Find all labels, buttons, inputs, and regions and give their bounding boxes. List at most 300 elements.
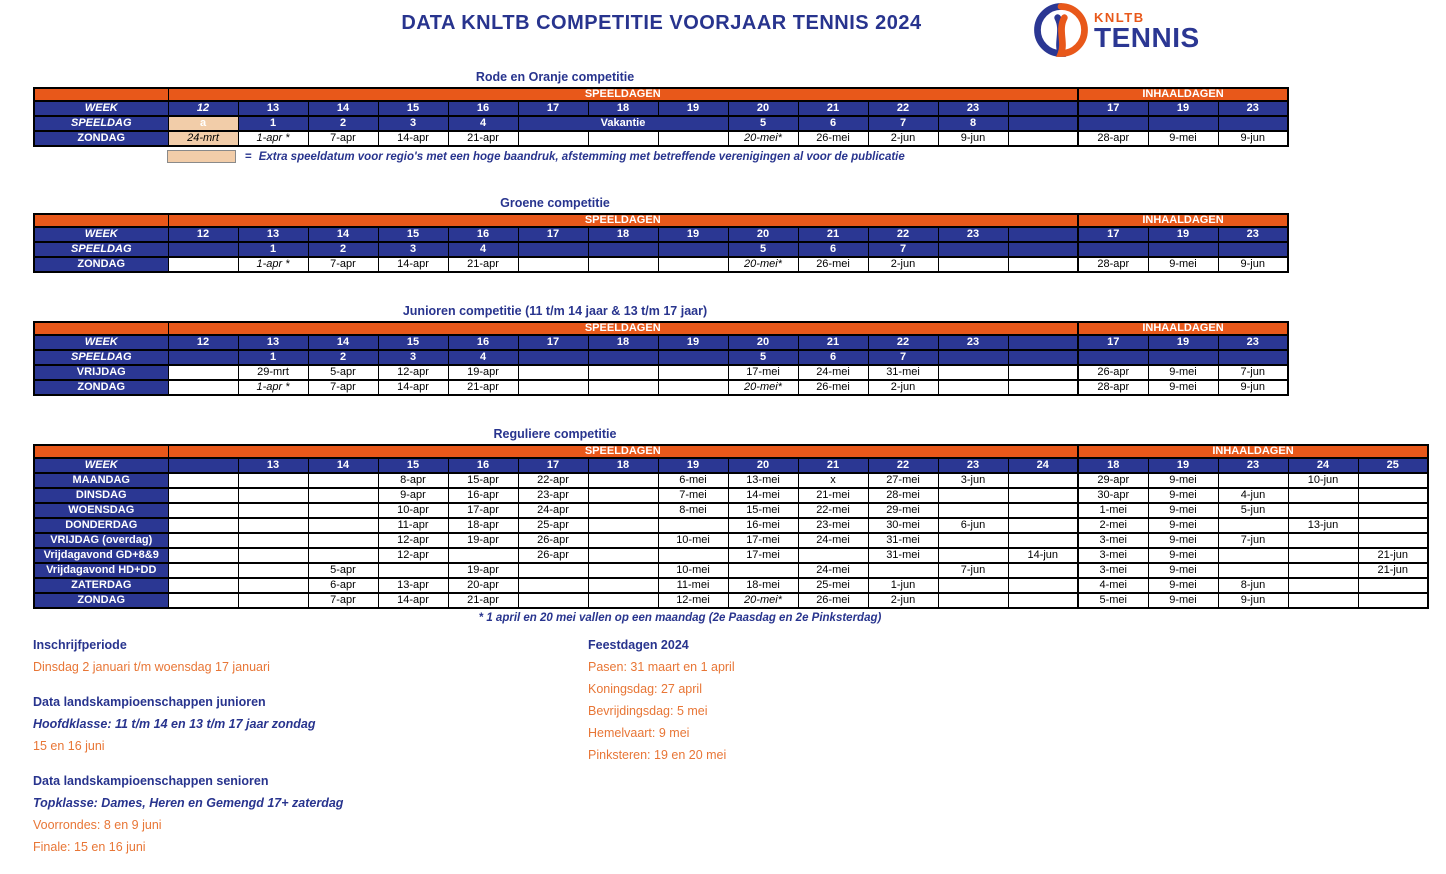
date-cell [1008,257,1078,272]
knltb-logo-icon [1032,2,1090,58]
date-cell [238,518,308,533]
week-cell: 22 [868,227,938,242]
week-cell: 23 [938,101,1008,116]
date-cell [1008,365,1078,380]
date-cell [658,548,728,563]
speeldag-cell: 7 [868,116,938,131]
day-row [34,548,1428,563]
speeldag-cell: 1 [238,116,308,131]
date-cell: 9-jun [938,131,1008,146]
inhaal-date-cell [1288,488,1358,503]
date-cell: 14-jun [1008,548,1078,563]
week-cell: 20 [728,335,798,350]
date-cell: 14-mei [728,488,798,503]
speeldag-cell [588,350,658,365]
date-cell [1008,131,1078,146]
date-cell [1008,488,1078,503]
week-cell: 14 [308,458,378,473]
date-cell: x [798,473,868,488]
date-cell: 20-mei* [728,593,798,608]
date-cell: 29-mei [868,503,938,518]
date-cell: 14-apr [378,593,448,608]
legend-text: Extra speeldatum voor regio's met een hoge baandruk, afstemming met betreffende verenigingen al voor de publicatie [258,150,905,163]
date-cell: 12-apr [378,365,448,380]
inhaal-date-cell: 5-jun [1218,503,1288,518]
date-cell: 7-apr [308,257,378,272]
week-cell: 22 [868,458,938,473]
header-row [34,214,1288,227]
inhaal-date-cell: 9-mei [1148,548,1218,563]
date-cell [308,533,378,548]
date-cell: 30-mei [868,518,938,533]
date-cell: 20-apr [448,578,518,593]
date-cell [658,518,728,533]
day-row [34,257,1288,272]
date-cell: 21-apr [448,257,518,272]
date-cell: 8-mei [658,503,728,518]
note-line: Hemelvaart: 9 mei [588,726,690,740]
week-row [34,458,1428,473]
date-cell [308,473,378,488]
inhaal-date-cell [1358,578,1428,593]
week-cell: 17 [518,101,588,116]
speeldag-cell: 4 [448,242,518,257]
date-cell: 19-apr [448,563,518,578]
date-cell [938,533,1008,548]
speeldag-row [34,116,1288,131]
date-cell [588,380,658,395]
week-cell: 16 [448,227,518,242]
date-cell: 26-mei [798,380,868,395]
inhaal-date-cell [1288,593,1358,608]
note-line: Pasen: 31 maart en 1 april [588,660,735,674]
inhaaldagen-header: INHAALDAGEN [1078,322,1288,335]
week-cell: 13 [238,458,308,473]
day-label: ZONDAG [34,257,168,272]
date-cell: 25-apr [518,518,588,533]
date-cell [1008,518,1078,533]
date-cell [938,365,1008,380]
day-label: DONDERDAG [34,518,168,533]
rode-oranje-table-host [33,87,1289,147]
note-heading: Data landskampioenschappen junioren [33,695,266,709]
date-cell: 10-apr [378,503,448,518]
speeldag-cell: 3 [378,350,448,365]
week-label: WEEK [34,101,168,116]
inhaal-date-cell: 30-apr [1078,488,1148,503]
week-cell: 23 [938,335,1008,350]
day-row [34,563,1428,578]
inhaal-date-cell [1218,473,1288,488]
week-cell: 16 [448,101,518,116]
section-gap [33,861,343,874]
week-cell: 18 [588,101,658,116]
date-cell: 1-apr * [238,257,308,272]
date-cell [168,578,238,593]
date-cell: 20-mei* [728,380,798,395]
inhaal-date-cell: 9-jun [1218,593,1288,608]
date-cell: 11-apr [378,518,448,533]
date-cell: 14-apr [378,257,448,272]
date-cell [588,533,658,548]
date-cell: 12-mei [658,593,728,608]
inhaal-date-cell [1358,503,1428,518]
day-row [34,593,1428,608]
date-cell: 7-jun [938,563,1008,578]
speeldag-cell: Vakantie [518,116,728,131]
date-cell: 15-mei [728,503,798,518]
date-cell [658,257,728,272]
inhaal-date-cell [1358,473,1428,488]
date-cell [518,593,588,608]
date-cell: 14-apr [378,380,448,395]
inhaal-date-cell: 9-jun [1218,131,1288,146]
schedule-table [33,87,1289,147]
inhaal-date-cell: 21-jun [1358,563,1428,578]
note-line: Topklasse: Dames, Heren en Gemengd 17+ zaterdag [33,796,344,810]
knltb-logo [1032,2,1200,58]
speeldag-cell [938,350,1008,365]
date-cell [588,257,658,272]
date-cell: 12-apr [378,548,448,563]
date-cell [658,365,728,380]
inhaal-date-cell: 9-mei [1148,563,1218,578]
date-cell [588,488,658,503]
note-line: Koningsdag: 27 april [588,682,702,696]
week-cell: 13 [238,335,308,350]
speeldagen-header: SPEELDAGEN [168,445,1078,458]
date-cell: 6-apr [308,578,378,593]
page-title: DATA KNLTB COMPETITIE VOORJAAR TENNIS 2024 [401,12,922,34]
inhaal-date-cell: 1-mei [1078,503,1148,518]
week-cell: 16 [448,458,518,473]
date-cell: 21-apr [448,380,518,395]
inhaal-date-cell: 9-jun [1218,380,1288,395]
date-cell: 23-mei [798,518,868,533]
date-cell [168,488,238,503]
week-label: WEEK [34,335,168,350]
week-cell: 15 [378,101,448,116]
date-cell: 18-mei [728,578,798,593]
inhaal-date-cell: 4-jun [1218,488,1288,503]
speeldag-cell: 1 [238,242,308,257]
inhaal-week-cell: 23 [1218,101,1288,116]
week-cell: 13 [238,101,308,116]
speeldag-inhaal-cell [1078,350,1148,365]
week-row [34,335,1288,350]
speeldag-cell: 2 [308,116,378,131]
date-cell: 19-apr [448,365,518,380]
week-cell: 14 [308,227,378,242]
speeldag-row [34,242,1288,257]
date-cell: 7-apr [308,131,378,146]
notes-right-column [588,637,735,782]
day-label: Vrijdagavond GD+8&9 [34,548,168,563]
date-cell: 26-mei [798,593,868,608]
date-cell: 20-mei* [728,131,798,146]
week-cell: 19 [658,101,728,116]
speeldag-cell [518,350,588,365]
inhaal-date-cell [1288,548,1358,563]
junioren-table-host [33,321,1289,396]
date-cell [238,488,308,503]
date-cell: 21-apr [448,593,518,608]
date-cell: 1-apr * [238,131,308,146]
inhaal-week-cell: 17 [1078,335,1148,350]
week-cell: 18 [588,227,658,242]
week-cell: 15 [378,335,448,350]
inhaal-date-cell: 28-apr [1078,380,1148,395]
week-cell: 19 [658,227,728,242]
date-cell [168,365,238,380]
inhaal-date-cell: 2-mei [1078,518,1148,533]
inhaal-date-cell: 8-jun [1218,578,1288,593]
date-cell: 28-mei [868,488,938,503]
date-cell: 7-apr [308,380,378,395]
date-cell: 11-mei [658,578,728,593]
date-cell: 1-jun [868,578,938,593]
day-label: ZONDAG [34,131,168,146]
date-cell [868,563,938,578]
inhaal-date-cell [1288,503,1358,518]
speeldag-inhaal-cell [1148,116,1218,131]
speeldag-cell: 5 [728,350,798,365]
logo-tennis-text: TENNIS [1094,21,1200,53]
speeldag-cell: 5 [728,242,798,257]
date-cell: 20-mei* [728,257,798,272]
corner-cell [34,445,168,458]
week-cell: 17 [518,335,588,350]
date-cell [588,518,658,533]
date-cell [1008,503,1078,518]
day-label: MAANDAG [34,473,168,488]
inhaal-week-cell: 23 [1218,227,1288,242]
week-cell: 17 [518,227,588,242]
week-row [34,227,1288,242]
date-cell: 7-apr [308,593,378,608]
date-cell [308,518,378,533]
week-cell: 22 [868,335,938,350]
date-cell [448,548,518,563]
date-cell [588,131,658,146]
week-cell: 24 [1008,458,1078,473]
date-cell: 25-mei [798,578,868,593]
speeldag-cell [938,242,1008,257]
date-cell [1008,473,1078,488]
date-cell: 24-mei [798,365,868,380]
corner-cell [34,88,168,101]
date-cell: 24-mei [798,563,868,578]
inhaal-date-cell: 21-jun [1358,548,1428,563]
date-cell: 14-apr [378,131,448,146]
date-cell: 10-mei [658,563,728,578]
speeldag-label: SPEELDAG [34,350,168,365]
day-label: VRIJDAG (overdag) [34,533,168,548]
table-title-groene: Groene competitie [500,196,610,210]
reguliere-competitie-block [33,427,1429,624]
speeldag-cell [168,350,238,365]
week-cell: 15 [378,458,448,473]
day-row [34,365,1288,380]
speeldag-cell: 3 [378,116,448,131]
inhaal-date-cell: 7-jun [1218,533,1288,548]
section-gap [33,681,343,694]
speeldagen-header: SPEELDAGEN [168,214,1078,227]
week-cell: 23 [938,227,1008,242]
date-cell: 8-apr [378,473,448,488]
reguliere-table-host [33,444,1429,609]
corner-cell [34,214,168,227]
week-cell: 13 [238,227,308,242]
notes-left-column [33,637,343,874]
day-row [34,578,1428,593]
speeldag-inhaal-cell [1078,116,1148,131]
speeldag-cell: 6 [798,116,868,131]
week-cell: 23 [938,458,1008,473]
date-cell [1008,563,1078,578]
table-title-reguliere: Reguliere competitie [493,427,617,441]
date-cell [1008,533,1078,548]
day-row [34,473,1428,488]
inhaal-week-cell: 24 [1288,458,1358,473]
inhaal-date-cell [1218,563,1288,578]
week-cell: 12 [168,227,238,242]
date-cell: 29-mrt [238,365,308,380]
date-cell [938,578,1008,593]
speeldag-cell [1008,350,1078,365]
week-cell: 19 [658,335,728,350]
date-cell [938,488,1008,503]
date-cell [238,593,308,608]
date-cell [518,578,588,593]
date-cell [168,503,238,518]
speeldag-cell: 5 [728,116,798,131]
date-cell: 16-apr [448,488,518,503]
date-cell [588,593,658,608]
date-cell [588,503,658,518]
day-label: ZONDAG [34,380,168,395]
note-heading: Feestdagen 2024 [588,638,689,652]
date-cell [238,578,308,593]
legend-equals: = [245,150,252,163]
speeldag-cell: 6 [798,350,868,365]
speeldag-cell [588,242,658,257]
date-cell: 22-mei [798,503,868,518]
date-cell: 24-mei [798,533,868,548]
week-cell: 20 [728,458,798,473]
date-cell: 2-jun [868,593,938,608]
date-cell [238,533,308,548]
groene-table-host [33,213,1289,273]
speeldag-cell: 8 [938,116,1008,131]
day-label: ZONDAG [34,593,168,608]
date-cell [308,503,378,518]
note-line: Bevrijdingsdag: 5 mei [588,704,708,718]
week-cell: 21 [798,101,868,116]
day-row [34,488,1428,503]
date-cell [938,380,1008,395]
date-cell: 21-apr [448,131,518,146]
inhaal-date-cell: 9-mei [1148,257,1218,272]
week-row [34,101,1288,116]
date-cell: 17-mei [728,365,798,380]
date-cell [1008,380,1078,395]
speeldag-cell: 7 [868,350,938,365]
date-cell [938,593,1008,608]
date-cell: 26-apr [518,533,588,548]
date-cell [168,257,238,272]
inhaal-date-cell: 28-apr [1078,131,1148,146]
date-cell: 5-apr [308,563,378,578]
note-heading: Inschrijfperiode [33,638,127,652]
logo-knltb-text: KNLTB [1094,9,1145,25]
date-cell: 22-apr [518,473,588,488]
date-cell: 17-apr [448,503,518,518]
date-cell [168,563,238,578]
rode-oranje-competitie-block [33,70,1289,163]
inhaal-date-cell: 9-mei [1148,593,1218,608]
date-cell: 16-mei [728,518,798,533]
week-cell: 21 [798,335,868,350]
inhaal-date-cell: 29-apr [1078,473,1148,488]
inhaaldagen-header: INHAALDAGEN [1078,445,1428,458]
inhaal-week-cell: 23 [1218,458,1288,473]
week-cell: 18 [588,458,658,473]
week-cell: 14 [308,335,378,350]
inhaal-week-cell: 19 [1148,458,1218,473]
date-cell [168,473,238,488]
date-cell [238,503,308,518]
date-cell: 26-mei [798,131,868,146]
day-label: VRIJDAG [34,365,168,380]
inhaal-date-cell: 9-mei [1148,503,1218,518]
date-cell: 2-jun [868,131,938,146]
beige-swatch [167,150,236,163]
date-cell: 17-mei [728,548,798,563]
inhaaldagen-header: INHAALDAGEN [1078,88,1288,101]
speeldag-label: SPEELDAG [34,116,168,131]
speeldag-cell [1008,116,1078,131]
week-cell: 19 [658,458,728,473]
note-line: Hoofdklasse: 11 t/m 14 en 13 t/m 17 jaar zondag [33,717,316,731]
date-cell [238,563,308,578]
date-cell [308,548,378,563]
date-cell: 13-apr [378,578,448,593]
date-cell: 26-mei [798,257,868,272]
day-row [34,533,1428,548]
speeldag-row [34,350,1288,365]
date-cell [168,593,238,608]
date-cell: 13-mei [728,473,798,488]
inhaal-date-cell: 4-mei [1078,578,1148,593]
speeldag-cell [658,242,728,257]
inhaal-week-cell: 19 [1148,227,1218,242]
day-label: Vrijdagavond HD+DD [34,563,168,578]
speeldag-cell: 6 [798,242,868,257]
corner-cell [34,322,168,335]
date-cell: 31-mei [868,548,938,563]
table-title-junioren: Junioren competitie (11 t/m 14 jaar & 13 t/m 17 jaar) [402,304,708,318]
speeldag-cell [518,242,588,257]
inhaal-date-cell [1358,518,1428,533]
date-cell [588,365,658,380]
date-cell [938,503,1008,518]
date-cell [168,380,238,395]
inhaal-date-cell: 9-mei [1148,578,1218,593]
inhaal-date-cell: 5-mei [1078,593,1148,608]
week-cell: 18 [588,335,658,350]
speeldag-inhaal-cell [1218,242,1288,257]
